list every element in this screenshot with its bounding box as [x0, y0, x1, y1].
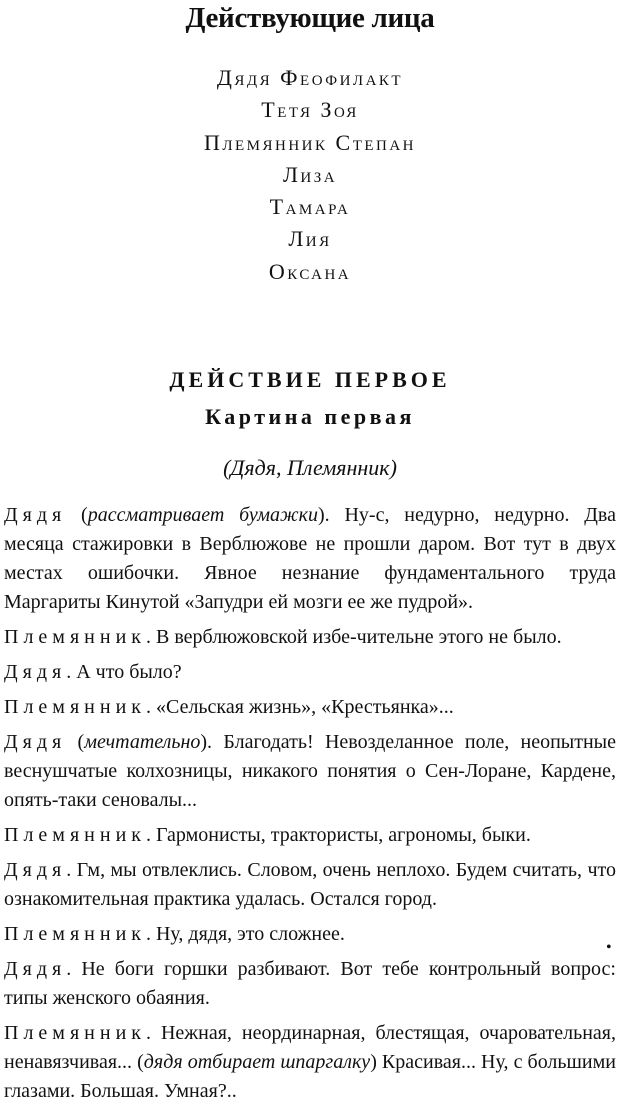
speaker-name: Племянник	[4, 1022, 146, 1044]
dialogue-text: ). Благодать! Невозделанное поле, неопытные веснушчатые колхозницы, никакого понятия о Сен-Лоране, Кардене, опять-таки сеновалы...	[4, 731, 616, 811]
stage-direction: рассматривает бумажки	[87, 504, 318, 526]
dialogue-text: . В верблюжовской избе-чительне этого не было.	[145, 626, 562, 648]
speaker-name: Племянник	[4, 824, 146, 846]
dialogue-text: . Гм, мы отвлеклись. Словом, очень неплохо. Будем считать, что ознакомительная практика удалась. Остался город.	[4, 859, 616, 910]
dialogue-paragraph	[4, 955, 616, 1013]
cast-member: Тамара	[269, 194, 351, 220]
dialogue-text: ). Ну-с, недурно, недурно. Два месяца стажировки в Верблюжове не прошли даром. Вот тут в двух местах ошибочки. Явное незнание фундаментального труда Маргариты Кинутой «Запудри ей мозги ее же пудрой».	[4, 504, 616, 613]
dialogue-paragraph	[4, 856, 616, 914]
cast-member: Лия	[288, 226, 332, 252]
scene-persons: (Дядя, Племянник)	[223, 455, 397, 480]
cast-member: Лиза	[282, 161, 338, 187]
speaker-name: Племянник	[4, 626, 146, 648]
stray-mark: •	[606, 939, 612, 956]
dialogue-text: . Не боги горшки разбивают. Вот тебе контрольный вопрос: типы женского обаяния.	[4, 958, 616, 1009]
dialogue-paragraph	[4, 821, 616, 850]
speaker-name: Дядя	[4, 958, 67, 980]
dialogue-paragraph	[4, 920, 616, 949]
speaker-name: Племянник	[4, 923, 146, 945]
dialogue-text: (	[66, 504, 88, 526]
dialogue-paragraph	[4, 693, 616, 722]
act-title: ДЕЙСТВИЕ ПЕРВОЕ	[169, 367, 451, 392]
script-body	[4, 501, 616, 1112]
dialogue-text: (	[66, 731, 85, 753]
scene-title: Картина первая	[205, 404, 415, 429]
stage-direction: мечтательно	[84, 731, 201, 753]
dialogue-text: . Гармонисты, трактористы, агрономы, быки.	[145, 824, 531, 846]
speaker-name: Дядя	[4, 731, 67, 753]
dialogue-text: . А что было?	[66, 661, 182, 683]
dialogue-paragraph	[4, 501, 616, 617]
cast-member: Тетя Зоя	[261, 97, 359, 123]
dialogue-text: . «Сельская жизнь», «Крестьянка»...	[145, 696, 454, 718]
dialogue-text: . Ну, дядя, это сложнее.	[145, 923, 345, 945]
dialogue-paragraph	[4, 1019, 616, 1106]
cast-member: Оксана	[268, 258, 352, 284]
cast-member: Племянник Степан	[203, 129, 417, 155]
dialogue-paragraph	[4, 623, 616, 652]
speaker-name: Дядя	[4, 859, 67, 881]
speaker-name: Дядя	[4, 661, 67, 683]
cast-member: Дядя Феофилакт	[216, 65, 404, 90]
cast-list	[0, 62, 620, 288]
dialogue-text: ) Красивая... Ну, с большими глазами. Большая. Умная?..	[4, 1051, 616, 1102]
speaker-name: Племянник	[4, 696, 146, 718]
dialogue-text: . Нежная, неординарная, блестящая, очаровательная, ненавязчивая... (	[4, 1022, 616, 1073]
stage-direction: дядя отбирает шпаргалку	[143, 1051, 371, 1073]
cast-list-title: Действующие лица	[185, 2, 435, 34]
dialogue-paragraph	[4, 728, 616, 815]
dialogue-paragraph	[4, 658, 616, 687]
speaker-name: Дядя	[4, 504, 67, 526]
